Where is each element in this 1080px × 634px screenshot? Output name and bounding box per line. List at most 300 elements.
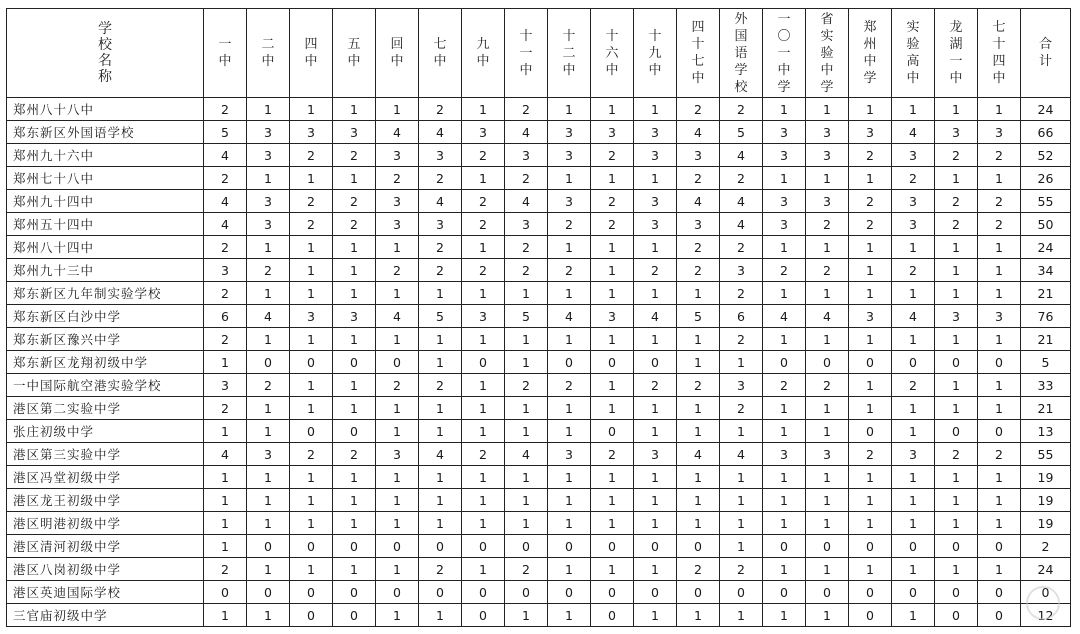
- quota-cell: 1: [290, 512, 333, 535]
- quota-cell: 1: [763, 328, 806, 351]
- quota-cell: 3: [505, 144, 548, 167]
- quota-cell: 1: [591, 489, 634, 512]
- quota-cell: 1: [763, 489, 806, 512]
- quota-cell: 3: [634, 443, 677, 466]
- quota-cell: 1: [978, 98, 1021, 121]
- quota-cell: 1: [634, 604, 677, 627]
- header-total-label: 合计: [1039, 37, 1053, 69]
- quota-cell: 2: [806, 374, 849, 397]
- total-cell: 21: [1021, 282, 1071, 305]
- quota-cell: 1: [290, 397, 333, 420]
- quota-cell: 1: [935, 466, 978, 489]
- quota-cell: 1: [806, 604, 849, 627]
- quota-cell: 1: [247, 466, 290, 489]
- quota-cell: 3: [763, 213, 806, 236]
- quota-cell: 2: [204, 236, 247, 259]
- quota-cell: 3: [247, 213, 290, 236]
- school-name-cell: 郑东新区九年制实验学校: [7, 282, 204, 305]
- quota-cell: 1: [419, 489, 462, 512]
- quota-cell: 2: [462, 213, 505, 236]
- header-col-6: [462, 9, 505, 98]
- quota-cell: 2: [204, 397, 247, 420]
- total-cell: 55: [1021, 190, 1071, 213]
- quota-cell: 4: [247, 305, 290, 328]
- quota-cell: 3: [333, 305, 376, 328]
- quota-cell: 1: [333, 558, 376, 581]
- quota-cell: 1: [892, 397, 935, 420]
- quota-cell: 3: [849, 121, 892, 144]
- quota-cell: 1: [763, 604, 806, 627]
- quota-cell: 0: [290, 604, 333, 627]
- quota-cell: 0: [892, 535, 935, 558]
- table-row: [7, 351, 1071, 374]
- quota-cell: 2: [935, 190, 978, 213]
- quota-cell: 1: [892, 558, 935, 581]
- quota-cell: 4: [204, 443, 247, 466]
- quota-cell: 1: [806, 466, 849, 489]
- quota-cell: 1: [290, 259, 333, 282]
- quota-cell: 3: [978, 305, 1021, 328]
- quota-cell: 1: [462, 466, 505, 489]
- quota-cell: 2: [634, 259, 677, 282]
- quota-cell: 1: [634, 420, 677, 443]
- school-name-cell: 港区第三实验中学: [7, 443, 204, 466]
- quota-cell: 2: [462, 190, 505, 213]
- quota-cell: 2: [548, 213, 591, 236]
- quota-cell: 3: [333, 121, 376, 144]
- quota-cell: 1: [849, 259, 892, 282]
- quota-cell: 3: [720, 259, 763, 282]
- quota-cell: 1: [935, 236, 978, 259]
- quota-cell: 1: [634, 282, 677, 305]
- quota-cell: 1: [892, 282, 935, 305]
- table-row: [7, 512, 1071, 535]
- quota-cell: 0: [290, 351, 333, 374]
- quota-cell: 1: [720, 604, 763, 627]
- quota-cell: 3: [978, 121, 1021, 144]
- table-row: [7, 190, 1071, 213]
- quota-cell: 2: [333, 190, 376, 213]
- quota-cell: 3: [634, 144, 677, 167]
- quota-cell: 3: [548, 121, 591, 144]
- quota-cell: 1: [204, 351, 247, 374]
- total-cell: 52: [1021, 144, 1071, 167]
- table-row: [7, 236, 1071, 259]
- quota-cell: 1: [591, 397, 634, 420]
- quota-cell: 1: [333, 98, 376, 121]
- quota-cell: 3: [892, 213, 935, 236]
- quota-cell: 1: [204, 512, 247, 535]
- quota-cell: 0: [333, 535, 376, 558]
- quota-cell: 1: [634, 512, 677, 535]
- total-cell: 21: [1021, 397, 1071, 420]
- quota-cell: 1: [290, 558, 333, 581]
- quota-cell: 3: [204, 374, 247, 397]
- quota-cell: 2: [419, 259, 462, 282]
- quota-cell: 1: [677, 512, 720, 535]
- quota-cell: 3: [247, 144, 290, 167]
- quota-cell: 2: [548, 259, 591, 282]
- quota-cell: 4: [720, 190, 763, 213]
- quota-cell: 1: [634, 558, 677, 581]
- quota-cell: 3: [290, 305, 333, 328]
- quota-cell: 2: [935, 213, 978, 236]
- quota-cell: 1: [935, 167, 978, 190]
- quota-cell: 0: [591, 351, 634, 374]
- quota-cell: 5: [204, 121, 247, 144]
- quota-cell: 1: [333, 374, 376, 397]
- quota-cell: 1: [720, 489, 763, 512]
- quota-cell: 1: [548, 420, 591, 443]
- quota-cell: 4: [419, 190, 462, 213]
- table-row: [7, 374, 1071, 397]
- quota-cell: 1: [376, 512, 419, 535]
- quota-cell: 0: [849, 604, 892, 627]
- quota-cell: 1: [892, 98, 935, 121]
- quota-cell: 0: [677, 581, 720, 604]
- quota-cell: 0: [333, 581, 376, 604]
- school-name-cell: 郑州九十六中: [7, 144, 204, 167]
- quota-cell: 0: [290, 420, 333, 443]
- quota-cell: 1: [634, 397, 677, 420]
- quota-cell: 3: [806, 443, 849, 466]
- quota-cell: 1: [677, 466, 720, 489]
- header-col-label: 四中: [304, 37, 318, 69]
- quota-cell: 1: [806, 512, 849, 535]
- quota-cell: 4: [720, 144, 763, 167]
- quota-cell: 2: [333, 213, 376, 236]
- quota-cell: 1: [247, 558, 290, 581]
- quota-cell: 1: [849, 512, 892, 535]
- quota-cell: 0: [505, 581, 548, 604]
- quota-cell: 1: [548, 489, 591, 512]
- school-name-cell: 郑州五十四中: [7, 213, 204, 236]
- quota-cell: 3: [591, 305, 634, 328]
- total-cell: 76: [1021, 305, 1071, 328]
- quota-cell: 2: [462, 259, 505, 282]
- quota-cell: 1: [935, 558, 978, 581]
- quota-cell: 1: [548, 328, 591, 351]
- quota-cell: 3: [204, 259, 247, 282]
- quota-cell: 1: [591, 259, 634, 282]
- total-cell: 12: [1021, 604, 1071, 627]
- quota-cell: 3: [548, 190, 591, 213]
- quota-cell: 3: [806, 190, 849, 213]
- quota-cell: 1: [333, 489, 376, 512]
- quota-cell: 1: [677, 282, 720, 305]
- quota-cell: 2: [720, 98, 763, 121]
- quota-cell: 0: [763, 351, 806, 374]
- quota-cell: 0: [634, 351, 677, 374]
- quota-cell: 1: [978, 558, 1021, 581]
- quota-cell: 1: [247, 604, 290, 627]
- quota-cell: 3: [376, 443, 419, 466]
- quota-cell: 2: [634, 374, 677, 397]
- quota-cell: 2: [978, 443, 1021, 466]
- header-col-2: [290, 9, 333, 98]
- quota-cell: 2: [677, 558, 720, 581]
- quota-cell: 1: [204, 420, 247, 443]
- table-row: [7, 489, 1071, 512]
- school-name-cell: 郑州八十八中: [7, 98, 204, 121]
- quota-cell: 1: [978, 259, 1021, 282]
- quota-cell: 0: [333, 420, 376, 443]
- quota-cell: 0: [591, 420, 634, 443]
- quota-cell: 3: [677, 213, 720, 236]
- quota-cell: 1: [806, 282, 849, 305]
- quota-cell: 1: [247, 167, 290, 190]
- quota-cell: 1: [634, 98, 677, 121]
- quota-cell: 0: [978, 604, 1021, 627]
- quota-cell: 1: [978, 236, 1021, 259]
- quota-cell: 1: [591, 558, 634, 581]
- quota-cell: 1: [548, 98, 591, 121]
- quota-cell: 1: [376, 420, 419, 443]
- quota-cell: 2: [333, 144, 376, 167]
- quota-cell: 3: [892, 144, 935, 167]
- total-cell: 26: [1021, 167, 1071, 190]
- quota-cell: 0: [376, 351, 419, 374]
- quota-cell: 4: [376, 305, 419, 328]
- quota-cell: 1: [806, 167, 849, 190]
- table-row: [7, 167, 1071, 190]
- quota-cell: 1: [763, 98, 806, 121]
- table-body: [7, 98, 1071, 627]
- quota-cell: 0: [634, 581, 677, 604]
- table-row: [7, 535, 1071, 558]
- quota-cell: 0: [290, 581, 333, 604]
- quota-cell: 1: [505, 351, 548, 374]
- quota-cell: 2: [677, 98, 720, 121]
- header-col-label: 二中: [261, 37, 275, 69]
- quota-cell: 1: [505, 420, 548, 443]
- quota-cell: 2: [505, 236, 548, 259]
- table-row: [7, 558, 1071, 581]
- quota-cell: 1: [849, 98, 892, 121]
- quota-cell: 1: [634, 328, 677, 351]
- quota-cell: 3: [634, 213, 677, 236]
- quota-cell: 1: [634, 167, 677, 190]
- header-col-label: 十九中: [648, 28, 662, 78]
- quota-cell: 1: [892, 236, 935, 259]
- quota-cell: 3: [548, 144, 591, 167]
- header-col-10: [634, 9, 677, 98]
- quota-cell: 1: [419, 351, 462, 374]
- school-name-cell: 郑州九十四中: [7, 190, 204, 213]
- quota-cell: 1: [806, 98, 849, 121]
- quota-cell: 1: [591, 98, 634, 121]
- quota-cell: 3: [462, 305, 505, 328]
- table-row: [7, 397, 1071, 420]
- quota-cell: 1: [290, 328, 333, 351]
- header-row: [7, 9, 1071, 98]
- quota-cell: 0: [462, 351, 505, 374]
- quota-cell: 1: [634, 466, 677, 489]
- header-col-12: [720, 9, 763, 98]
- school-name-cell: 三官庙初级中学: [7, 604, 204, 627]
- quota-cell: 0: [978, 581, 1021, 604]
- header-col-3: [333, 9, 376, 98]
- quota-cell: 3: [247, 443, 290, 466]
- quota-cell: 3: [806, 121, 849, 144]
- header-col-label: 龙湖一中: [949, 20, 963, 86]
- header-col-7: [505, 9, 548, 98]
- quota-cell: 1: [462, 167, 505, 190]
- quota-cell: 1: [548, 558, 591, 581]
- quota-cell: 4: [548, 305, 591, 328]
- quota-cell: 1: [849, 236, 892, 259]
- quota-cell: 4: [376, 121, 419, 144]
- quota-cell: 0: [462, 535, 505, 558]
- quota-cell: 0: [935, 420, 978, 443]
- quota-cell: 0: [591, 604, 634, 627]
- quota-cell: 1: [376, 282, 419, 305]
- quota-cell: 1: [333, 328, 376, 351]
- quota-cell: 1: [505, 466, 548, 489]
- quota-cell: 2: [505, 374, 548, 397]
- quota-cell: 2: [849, 213, 892, 236]
- quota-cell: 0: [376, 581, 419, 604]
- quota-cell: 2: [247, 259, 290, 282]
- quota-cell: 4: [634, 305, 677, 328]
- quota-cell: 0: [806, 581, 849, 604]
- quota-cell: 1: [849, 167, 892, 190]
- quota-cell: 2: [763, 259, 806, 282]
- quota-cell: 3: [763, 443, 806, 466]
- quota-cell: 2: [978, 213, 1021, 236]
- quota-cell: 1: [290, 98, 333, 121]
- quota-cell: 0: [849, 420, 892, 443]
- quota-cell: 2: [505, 167, 548, 190]
- header-col-17: [935, 9, 978, 98]
- quota-cell: 2: [247, 374, 290, 397]
- quota-cell: 3: [591, 121, 634, 144]
- quota-cell: 1: [720, 420, 763, 443]
- quota-cell: 1: [935, 259, 978, 282]
- table-row: [7, 144, 1071, 167]
- quota-cell: 1: [419, 466, 462, 489]
- quota-cell: 2: [849, 190, 892, 213]
- quota-cell: 0: [247, 535, 290, 558]
- quota-cell: 3: [849, 305, 892, 328]
- quota-cell: 2: [419, 558, 462, 581]
- table-row: [7, 282, 1071, 305]
- header-col-5: [419, 9, 462, 98]
- quota-cell: 0: [505, 535, 548, 558]
- quota-cell: 1: [247, 98, 290, 121]
- quota-cell: 1: [333, 167, 376, 190]
- quota-cell: 2: [419, 98, 462, 121]
- quota-cell: 1: [806, 328, 849, 351]
- quota-cell: 3: [892, 190, 935, 213]
- quota-cell: 1: [591, 282, 634, 305]
- header-col-15: [849, 9, 892, 98]
- quota-cell: 1: [247, 282, 290, 305]
- quota-cell: 1: [677, 420, 720, 443]
- quota-cell: 0: [806, 535, 849, 558]
- quota-cell: 1: [462, 282, 505, 305]
- quota-cell: 4: [505, 190, 548, 213]
- quota-cell: 1: [720, 512, 763, 535]
- quota-cell: 1: [204, 604, 247, 627]
- quota-cell: 3: [806, 144, 849, 167]
- quota-cell: 1: [462, 328, 505, 351]
- quota-cell: 0: [333, 351, 376, 374]
- header-school-name: [7, 9, 204, 98]
- quota-cell: 1: [935, 489, 978, 512]
- school-name-cell: 港区龙王初级中学: [7, 489, 204, 512]
- quota-cell: 1: [505, 397, 548, 420]
- quota-cell: 1: [677, 489, 720, 512]
- quota-cell: 1: [505, 512, 548, 535]
- quota-cell: 4: [419, 443, 462, 466]
- header-col-label: 外国语学校: [734, 11, 748, 95]
- quota-cell: 1: [419, 328, 462, 351]
- quota-cell: 3: [462, 121, 505, 144]
- header-col-13: [763, 9, 806, 98]
- quota-cell: 1: [247, 489, 290, 512]
- header-col-label: 十二中: [562, 28, 576, 78]
- quota-cell: 2: [935, 443, 978, 466]
- quota-cell: 1: [892, 420, 935, 443]
- quota-cell: 1: [505, 604, 548, 627]
- quota-cell: 0: [548, 535, 591, 558]
- quota-cell: 3: [376, 144, 419, 167]
- quota-cell: 1: [462, 420, 505, 443]
- quota-cell: 0: [376, 535, 419, 558]
- quota-cell: 4: [677, 443, 720, 466]
- quota-cell: 1: [978, 374, 1021, 397]
- table-row: [7, 420, 1071, 443]
- quota-cell: 1: [591, 328, 634, 351]
- quota-cell: 5: [419, 305, 462, 328]
- total-cell: 0: [1021, 581, 1071, 604]
- quota-cell: 3: [634, 121, 677, 144]
- quota-cell: 2: [935, 144, 978, 167]
- quota-cell: 1: [548, 397, 591, 420]
- quota-cell: 2: [204, 167, 247, 190]
- header-col-11: [677, 9, 720, 98]
- quota-cell: 1: [849, 374, 892, 397]
- quota-cell: 4: [892, 305, 935, 328]
- quota-cell: 1: [462, 397, 505, 420]
- quota-cell: 2: [419, 167, 462, 190]
- quota-cell: 2: [720, 397, 763, 420]
- quota-cell: 0: [591, 581, 634, 604]
- table-row: [7, 581, 1071, 604]
- quota-cell: 1: [376, 604, 419, 627]
- quota-cell: 1: [849, 489, 892, 512]
- quota-cell: 0: [935, 581, 978, 604]
- quota-cell: 2: [677, 236, 720, 259]
- quota-cell: 6: [720, 305, 763, 328]
- table-row: [7, 213, 1071, 236]
- quota-cell: 1: [591, 236, 634, 259]
- quota-cell: 1: [548, 512, 591, 535]
- total-cell: 19: [1021, 466, 1071, 489]
- quota-cell: 1: [806, 558, 849, 581]
- quota-cell: 1: [978, 397, 1021, 420]
- quota-cell: 2: [892, 374, 935, 397]
- quota-cell: 1: [763, 397, 806, 420]
- quota-cell: 1: [763, 512, 806, 535]
- quota-cell: 3: [935, 305, 978, 328]
- quota-cell: 1: [290, 236, 333, 259]
- header-col-16: [892, 9, 935, 98]
- quota-cell: 0: [892, 581, 935, 604]
- quota-cell: 2: [548, 374, 591, 397]
- quota-cell: 1: [806, 420, 849, 443]
